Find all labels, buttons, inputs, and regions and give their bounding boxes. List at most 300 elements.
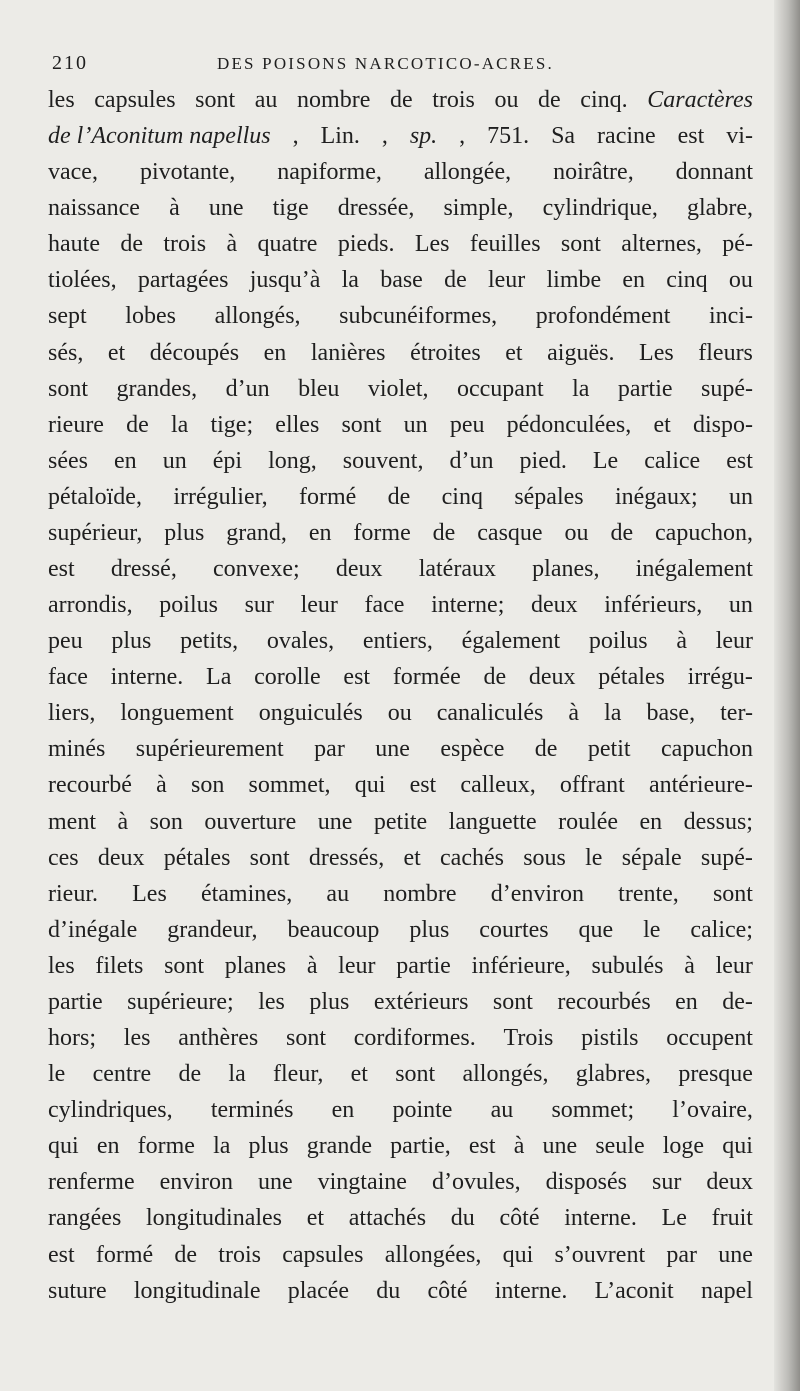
word: face: [48, 664, 88, 691]
word: vingtaine: [317, 1169, 407, 1196]
word: loge: [662, 1133, 705, 1160]
word: côté: [499, 1205, 540, 1232]
word: trois: [432, 87, 475, 113]
word: un: [403, 411, 428, 438]
word: sont: [164, 952, 205, 979]
word: interne.: [494, 1277, 568, 1304]
word: nombre: [297, 87, 371, 113]
word: son: [149, 808, 183, 835]
word: allongés,: [214, 303, 301, 330]
word: dressés,: [308, 844, 385, 871]
word: au: [490, 1097, 514, 1124]
word: de: [178, 1061, 202, 1088]
text-line: [48, 1128, 753, 1164]
word: pied.: [519, 447, 567, 474]
body-text: [48, 82, 753, 1309]
word: souvent,: [342, 447, 424, 474]
word: bleu: [298, 375, 340, 402]
word: calice: [644, 447, 701, 474]
word: l’ovaire,: [672, 1097, 753, 1124]
word: cylindrique,: [542, 195, 658, 222]
word: base: [380, 267, 423, 294]
word: calice;: [690, 916, 753, 943]
word: pivotante,: [139, 159, 236, 186]
word: ter-: [720, 700, 753, 727]
word: latéraux: [418, 556, 496, 583]
word: la: [341, 267, 359, 294]
word: de-: [722, 988, 753, 1015]
word: qui: [48, 1133, 79, 1160]
word: cinq.: [580, 87, 628, 113]
text-line: [48, 587, 753, 623]
word: rieure: [48, 411, 104, 438]
word: est: [726, 447, 753, 474]
text-line: [48, 190, 753, 226]
word: en: [114, 447, 137, 474]
word: Le: [661, 1205, 687, 1232]
word: sées: [48, 447, 88, 474]
word: subcunéiformes,: [339, 303, 498, 330]
word: forme: [137, 1133, 195, 1160]
word: à: [156, 772, 167, 799]
word: au: [254, 87, 278, 113]
text-line: [48, 551, 753, 587]
word: d’un: [449, 447, 494, 474]
word: sur: [244, 592, 274, 619]
word: à: [117, 808, 129, 835]
word: cylindriques,: [48, 1097, 173, 1124]
word: beaucoup: [287, 916, 380, 943]
word: languette: [448, 808, 537, 835]
word: casque: [477, 519, 543, 546]
word: pétales: [598, 664, 665, 691]
word: fruit: [711, 1205, 753, 1232]
word: la: [572, 375, 590, 402]
text-line: [48, 226, 753, 262]
word: qui: [502, 1241, 534, 1268]
word: long,: [268, 447, 317, 474]
text-line: [48, 840, 753, 876]
word: rieur.: [48, 880, 98, 907]
word: deux: [531, 592, 578, 619]
text-line: [48, 82, 753, 118]
word: pointe: [392, 1097, 453, 1124]
word: à: [513, 1133, 525, 1160]
word: la: [213, 1133, 231, 1160]
word: poilus: [159, 592, 218, 619]
text-line: [48, 1020, 753, 1056]
text-line: [48, 335, 753, 371]
word: inférieurs,: [604, 592, 703, 619]
word: capsules: [282, 1241, 364, 1268]
word: ou: [494, 87, 519, 113]
word: occupant: [456, 375, 544, 402]
word: presque: [678, 1061, 753, 1088]
word: est: [468, 1133, 496, 1160]
word: inci-: [708, 303, 753, 330]
word: hors;: [48, 1025, 96, 1052]
word: capuchon,: [655, 519, 753, 546]
word: de l’Aconitum napellus: [48, 123, 271, 150]
word: irrégu-: [687, 664, 753, 691]
text-line: [48, 443, 753, 479]
word: petits,: [180, 628, 239, 655]
word: une: [718, 1241, 753, 1268]
word: côté: [427, 1277, 468, 1304]
word: à: [676, 628, 687, 655]
word: filets: [95, 952, 144, 979]
word: un: [162, 447, 187, 474]
word: trois: [218, 1241, 261, 1268]
word: racine: [597, 123, 656, 150]
word: supé-: [700, 375, 753, 402]
word: par: [314, 736, 345, 763]
word: vace,: [48, 159, 98, 186]
word: est: [48, 556, 75, 583]
word: allongés,: [462, 1061, 549, 1088]
page-header: [52, 52, 752, 78]
word: du: [376, 1277, 401, 1304]
word: en: [96, 1133, 120, 1160]
word: plus: [248, 1133, 289, 1160]
word: Trois: [503, 1025, 554, 1052]
word: sont: [195, 87, 236, 113]
word: sommet;: [551, 1097, 635, 1124]
text-line: [48, 876, 753, 912]
word: leur: [487, 267, 526, 294]
word: L’aconit: [594, 1277, 674, 1304]
word: sont: [560, 231, 601, 258]
word: formée: [392, 664, 461, 691]
word: et: [306, 1205, 325, 1232]
word: trente,: [618, 880, 679, 907]
word: terminés: [210, 1097, 294, 1124]
word: napiforme,: [277, 159, 382, 186]
word: sés,: [48, 339, 84, 366]
text-line: [48, 1056, 753, 1092]
word: et: [653, 411, 671, 438]
word: tige: [272, 195, 309, 222]
word: inégaux;: [614, 483, 698, 510]
word: ovales,: [266, 628, 335, 655]
word: supérieure;: [127, 988, 234, 1015]
word: est: [409, 772, 437, 799]
word: formé: [95, 1241, 154, 1268]
word: convexe;: [213, 556, 300, 583]
word: leur: [300, 592, 338, 619]
word: plus: [409, 916, 450, 943]
word: roulée: [558, 808, 619, 835]
word: formé: [298, 483, 357, 510]
word: disposés: [545, 1169, 627, 1196]
word: sépales: [514, 483, 584, 510]
word: entiers,: [362, 628, 433, 655]
word: elles: [275, 411, 320, 438]
word: sous: [523, 844, 566, 871]
word: leur: [715, 628, 753, 655]
word: capsules: [94, 87, 176, 113]
word: ment: [48, 808, 96, 835]
word: glabre,: [687, 195, 753, 222]
word: à: [684, 952, 695, 979]
word: tige;: [210, 411, 254, 438]
text-line: [48, 1237, 753, 1273]
text-line: [48, 479, 753, 515]
word: vi-: [726, 123, 753, 150]
word: de: [387, 483, 411, 510]
word: seule: [595, 1133, 645, 1160]
word: Les: [414, 231, 450, 258]
word: violet,: [367, 375, 429, 402]
word: base,: [646, 700, 696, 727]
word: dessus;: [683, 808, 753, 835]
word: plus: [164, 519, 205, 546]
word: attachés: [348, 1205, 427, 1232]
word: en: [308, 519, 332, 546]
word: inégalement: [635, 556, 753, 583]
word: cordiformes.: [353, 1025, 476, 1052]
word: en: [331, 1097, 355, 1124]
word: en: [263, 339, 287, 366]
word: offrant: [559, 772, 625, 799]
word: ,: [459, 123, 466, 150]
word: environ: [159, 1169, 233, 1196]
word: étamines,: [200, 880, 293, 907]
word: Sa: [551, 123, 576, 150]
word: trois: [163, 231, 207, 258]
word: au: [326, 880, 350, 907]
word: deux: [706, 1169, 753, 1196]
word: deux: [528, 664, 576, 691]
word: peu: [449, 411, 485, 438]
word: une: [208, 195, 244, 222]
word: plus: [309, 988, 350, 1015]
text-line: [48, 948, 753, 984]
word: arrondis,: [48, 592, 133, 619]
word: centre: [92, 1061, 152, 1088]
word: grandeur,: [167, 916, 258, 943]
word: sommet,: [248, 772, 331, 799]
word: supérieur,: [48, 519, 143, 546]
word: tiolées,: [48, 267, 117, 294]
word: interne;: [431, 592, 505, 619]
word: donnant: [675, 159, 753, 186]
word: petit: [587, 736, 631, 763]
word: un: [728, 483, 753, 510]
word: sp.: [409, 123, 438, 150]
word: une: [542, 1133, 578, 1160]
word: pé-: [722, 231, 753, 258]
word: étroites: [410, 339, 481, 366]
word: recourbés: [557, 988, 651, 1015]
word: cachés: [440, 844, 504, 871]
word: lanières: [310, 339, 386, 366]
word: simple,: [443, 195, 514, 222]
word: napel: [700, 1277, 753, 1304]
text-line: [48, 804, 753, 840]
word: de: [534, 736, 558, 763]
word: leur: [715, 952, 753, 979]
word: rangées: [48, 1205, 122, 1232]
word: les: [258, 988, 285, 1015]
word: la: [228, 1061, 246, 1088]
word: naissance: [48, 195, 140, 222]
text-line: [48, 623, 753, 659]
word: une: [257, 1169, 293, 1196]
word: dressée,: [337, 195, 415, 222]
text-line: [48, 1200, 753, 1236]
word: de: [120, 231, 144, 258]
word: qui: [354, 772, 386, 799]
word: est: [343, 664, 371, 691]
word: à: [169, 195, 180, 222]
word: cinq: [666, 267, 708, 294]
text-line: [48, 407, 753, 443]
word: à: [226, 231, 238, 258]
text-line: [48, 984, 753, 1020]
word: la: [170, 411, 189, 438]
word: s’ouvrent: [554, 1241, 646, 1268]
text-line: [48, 262, 753, 298]
word: de: [483, 664, 507, 691]
word: leur: [338, 952, 376, 979]
word: profondément: [535, 303, 671, 330]
word: espèce: [440, 736, 505, 763]
word: dressé,: [110, 556, 177, 583]
word: Les: [132, 880, 167, 907]
word: lobes: [125, 303, 176, 330]
word: sont: [285, 1025, 326, 1052]
word: aiguës.: [547, 339, 615, 366]
word: sont: [341, 411, 382, 438]
word: interne.: [110, 664, 184, 691]
word: en: [675, 988, 698, 1015]
word: par: [666, 1241, 697, 1268]
word: également: [461, 628, 561, 655]
word: le: [643, 916, 661, 943]
text-line: [48, 515, 753, 551]
word: ou: [728, 267, 753, 294]
word: d’inégale: [48, 916, 138, 943]
text-line: [48, 154, 753, 190]
word: longitudinales: [146, 1205, 282, 1232]
word: sur: [651, 1169, 682, 1196]
word: planes: [224, 952, 287, 979]
word: sont: [249, 844, 290, 871]
word: du: [450, 1205, 475, 1232]
word: courtes: [479, 916, 549, 943]
word: et: [350, 1061, 368, 1088]
text-line: [48, 659, 753, 695]
word: grand,: [226, 519, 287, 546]
word: de: [389, 87, 413, 113]
text-line: [48, 298, 753, 334]
word: le: [48, 1061, 66, 1088]
word: d’un: [225, 375, 270, 402]
word: face: [364, 592, 405, 619]
word: ou: [387, 700, 412, 727]
word: fleur,: [273, 1061, 324, 1088]
text-line: [48, 1164, 753, 1200]
word: subulés: [591, 952, 664, 979]
word: de: [126, 411, 149, 438]
word: partie: [396, 952, 451, 979]
word: deux: [97, 844, 145, 871]
word: La: [206, 664, 232, 691]
text-line: [48, 767, 753, 803]
word: ou: [564, 519, 589, 546]
word: à: [306, 952, 318, 979]
word: épi: [212, 447, 243, 474]
word: partagées: [137, 267, 229, 294]
word: le: [585, 844, 603, 871]
word: ,: [381, 123, 388, 150]
text-line: [48, 912, 753, 948]
word: de: [432, 519, 456, 546]
word: et: [505, 339, 523, 366]
word: sont: [395, 1061, 436, 1088]
word: ,: [292, 123, 299, 150]
word: corolle: [254, 664, 321, 691]
word: noirâtre,: [553, 159, 634, 186]
word: anthères: [178, 1025, 259, 1052]
word: nombre: [383, 880, 457, 907]
word: de: [444, 267, 467, 294]
word: ces: [48, 844, 79, 871]
word: découpés: [149, 339, 240, 366]
text-line: [48, 1092, 753, 1128]
word: extérieurs: [373, 988, 469, 1015]
word: une: [375, 736, 410, 763]
page-gutter-shadow: [774, 0, 800, 1391]
word: fleurs: [698, 339, 753, 366]
word: allongée,: [423, 159, 512, 186]
word: les: [48, 87, 75, 113]
word: supérieurement: [135, 736, 284, 763]
word: de: [538, 87, 561, 113]
word: un: [728, 592, 753, 619]
word: alternes,: [621, 231, 702, 258]
word: en: [622, 267, 646, 294]
word: occupent: [666, 1025, 753, 1052]
word: minés: [48, 736, 106, 763]
word: deux: [335, 556, 383, 583]
word: est: [677, 123, 705, 150]
word: poilus: [588, 628, 648, 655]
word: est: [48, 1241, 75, 1268]
word: onguiculés: [258, 700, 363, 727]
text-line: [48, 371, 753, 407]
word: canaliculés: [436, 700, 544, 727]
word: jusqu’à: [249, 267, 321, 294]
word: Caractères: [647, 87, 753, 113]
word: irrégulier,: [173, 483, 268, 510]
word: Le: [592, 447, 619, 474]
page-number: 210: [52, 52, 88, 74]
word: planes,: [532, 556, 600, 583]
word: à: [568, 700, 580, 727]
word: et: [403, 844, 421, 871]
word: partie: [48, 988, 103, 1015]
word: pétales: [163, 844, 231, 871]
word: forme: [353, 519, 411, 546]
word: ouverture: [204, 808, 297, 835]
word: et: [107, 339, 126, 366]
word: Lin.: [320, 123, 360, 150]
word: limbe: [546, 267, 602, 294]
word: petite: [373, 808, 428, 835]
word: suture: [48, 1277, 107, 1304]
